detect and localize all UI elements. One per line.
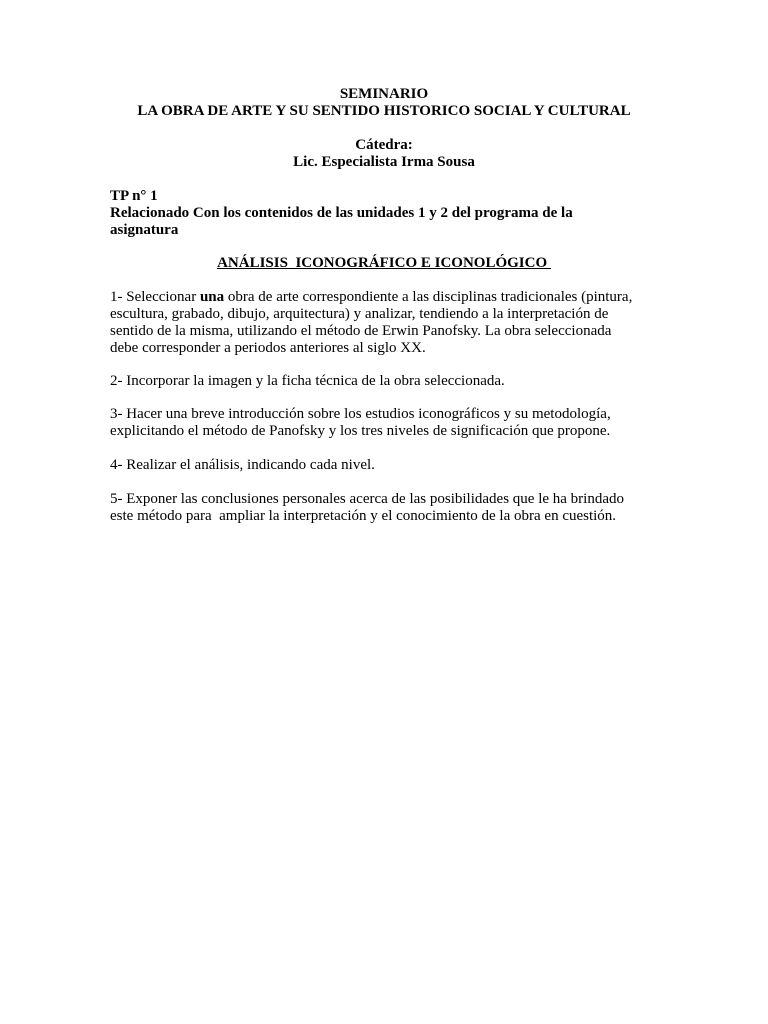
item-1-rest: obra de arte correspondiente a las disciplinas tradicionales (pintura, — [224, 289, 633, 305]
section-title — [0, 254, 768, 272]
item-4-line-1: 4- Realizar el análisis, indicando cada nivel. — [110, 457, 375, 473]
item-3-line-1: 3- Hacer una breve introducción sobre los estudios iconográficos y su metodología, — [110, 406, 611, 422]
seminar-heading: SEMINARIO — [339, 86, 429, 102]
item-1-line-1 — [110, 288, 632, 306]
item-1-line-4: debe corresponder a periodos anteriores al siglo XX. — [110, 340, 426, 356]
tp-related-line-2: asignatura — [110, 222, 179, 238]
item-5-line-2: este método para ampliar la interpretación y el conocimiento de la obra en cuestión. — [110, 508, 617, 524]
item-1-prefix: 1- Seleccionar — [110, 289, 200, 305]
chair-name: Lic. Especialista Irma Sousa — [293, 154, 475, 170]
tp-number: TP n° 1 — [110, 188, 158, 204]
document-title: LA OBRA DE ARTE Y SU SENTIDO HISTORICO SOCIAL Y CULTURAL — [137, 103, 631, 119]
tp-related-line-1: Relacionado Con los contenidos de las unidades 1 y 2 del programa de la — [110, 205, 573, 221]
section-title-text: ANÁLISIS ICONOGRÁFICO E ICONOLÓGICO — [217, 255, 551, 271]
item-3-line-2: explicitando el método de Panofsky y los tres niveles de significación que propone. — [110, 423, 611, 439]
item-1-line-3: sentido de la misma, utilizando el método de Erwin Panofsky. La obra seleccionada — [110, 323, 612, 339]
chair-label: Cátedra: — [355, 137, 413, 153]
item-1-line-2: escultura, grabado, dibujo, arquitectura) y analizar, tendiendo a la interpretación de — [110, 306, 609, 322]
item-1-emphasis: una — [199, 289, 225, 305]
item-5-line-1: 5- Exponer las conclusiones personales acerca de las posibilidades que le ha brindado — [110, 491, 624, 507]
item-2-line-1: 2- Incorporar la imagen y la ficha técnica de la obra seleccionada. — [110, 373, 505, 389]
